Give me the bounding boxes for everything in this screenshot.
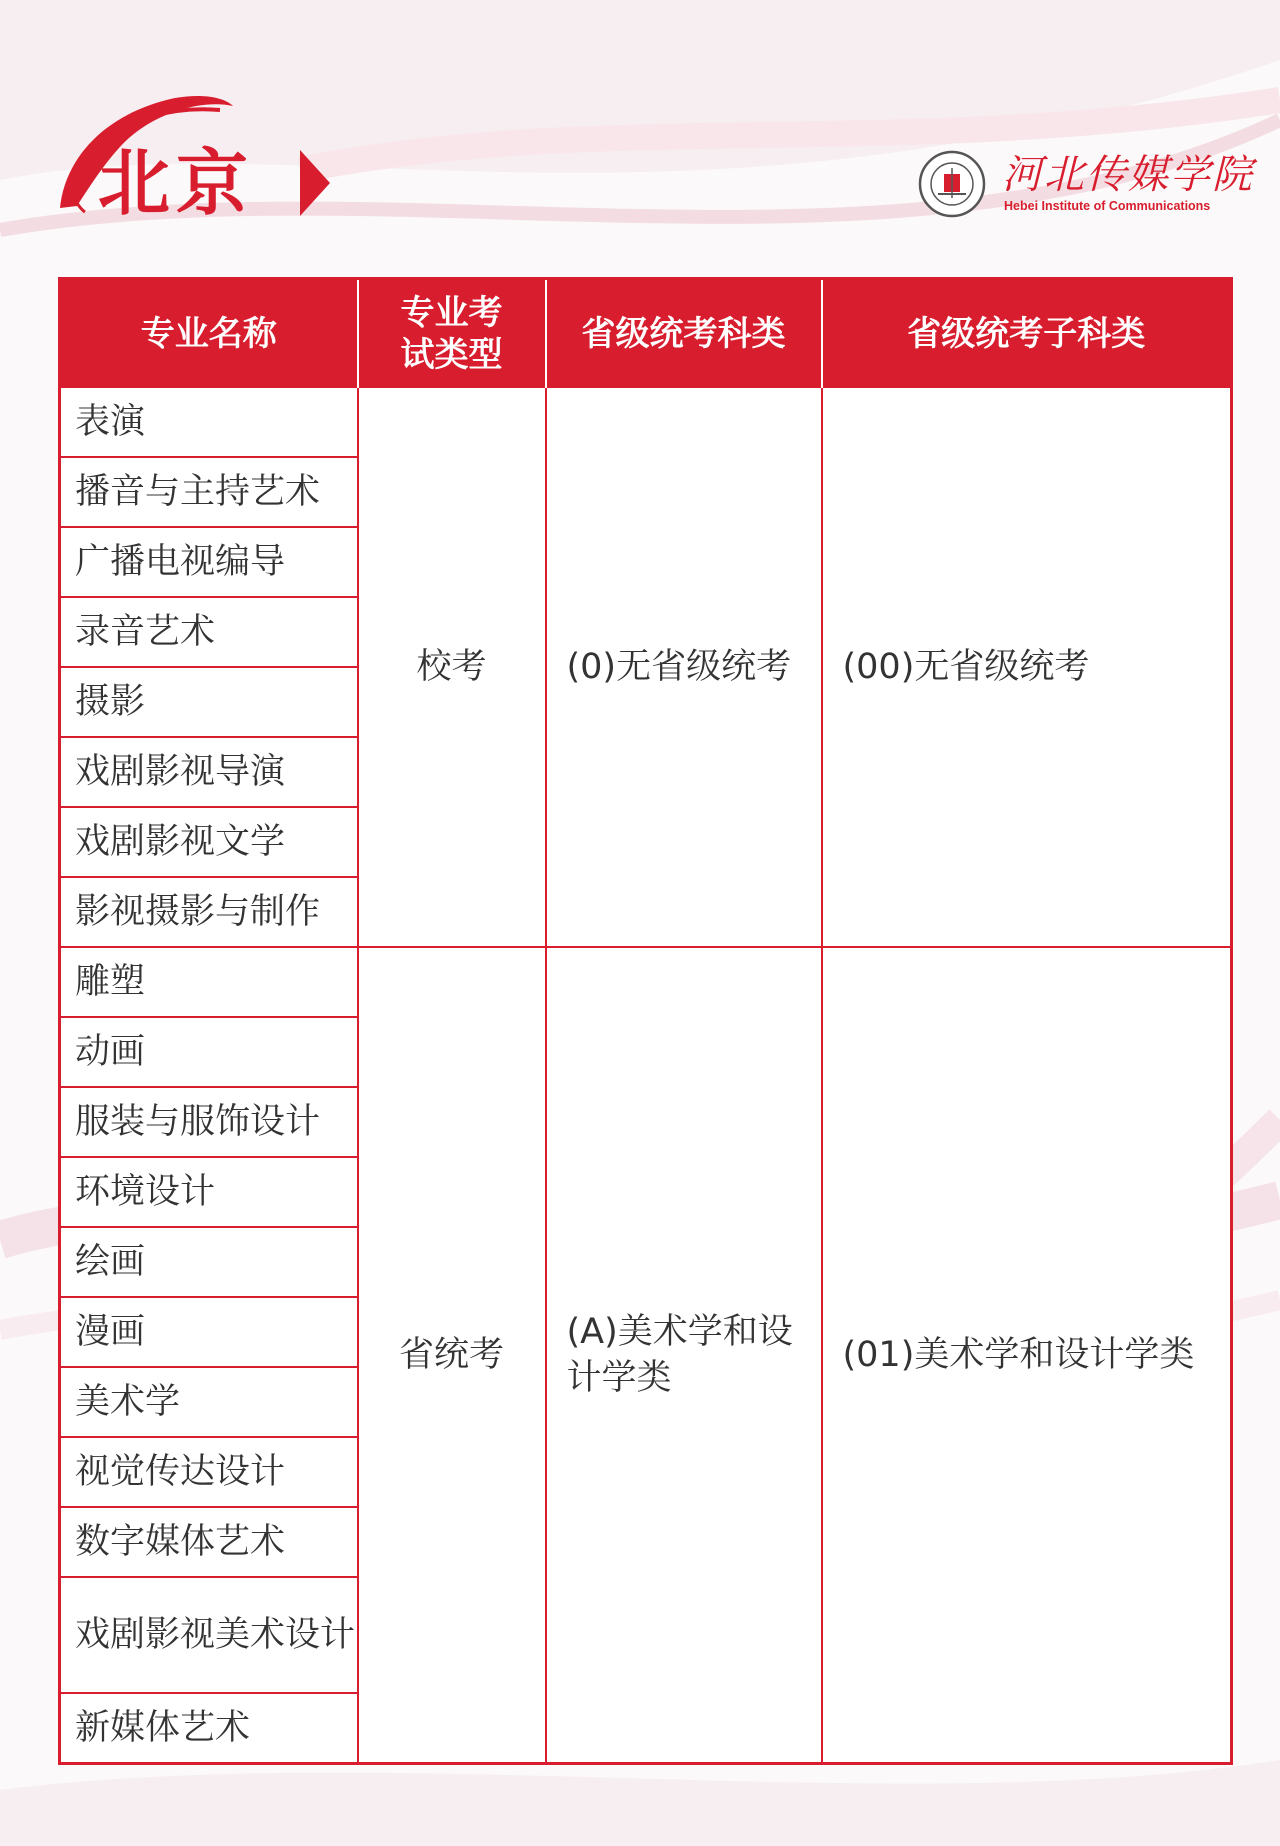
major-name: 戏剧影视美术设计 [60, 1577, 358, 1693]
major-name: 绘画 [60, 1227, 358, 1297]
exam-type-cell: 校考 [358, 388, 546, 947]
table-header-row [60, 279, 1232, 389]
school-name-english: Hebei Institute of Communications [1004, 199, 1211, 213]
column-header-exam-type-line2: 试类型 [400, 335, 503, 375]
column-header-major: 专业名称 [60, 279, 358, 389]
page-header [0, 0, 1280, 260]
major-name: 视觉传达设计 [60, 1437, 358, 1507]
school-seal-icon [918, 150, 986, 218]
arrow-right-icon [300, 150, 330, 216]
exam-type-cell: 省统考 [358, 947, 546, 1764]
major-name: 雕塑 [60, 947, 358, 1017]
column-header-subcategory: 省级统考子科类 [822, 279, 1232, 389]
school-name-chinese: 河北传媒学院 [1002, 152, 1254, 198]
major-name: 环境设计 [60, 1157, 358, 1227]
major-name: 播音与主持艺术 [60, 457, 358, 527]
major-name: 摄影 [60, 667, 358, 737]
subcategory-cell: (00)无省级统考 [822, 388, 1232, 947]
subcategory-cell: (01)美术学和设计学类 [822, 947, 1232, 1764]
major-name: 影视摄影与制作 [60, 877, 358, 947]
major-name: 戏剧影视文学 [60, 807, 358, 877]
majors-table [58, 277, 1233, 1765]
category-cell: (A)美术学和设计学类 [546, 947, 822, 1764]
major-name: 美术学 [60, 1367, 358, 1437]
column-header-exam-type [358, 279, 546, 389]
major-name: 广播电视编导 [60, 527, 358, 597]
major-name: 新媒体艺术 [75, 1708, 251, 1748]
major-name: 服装与服饰设计 [60, 1087, 358, 1157]
region-label: 北京 [98, 141, 255, 225]
column-header-exam-type-line1: 专业考 [400, 293, 503, 333]
column-header-category: 省级统考科类 [546, 279, 822, 389]
major-name: 戏剧影视导演 [60, 737, 358, 807]
table-row [60, 388, 1232, 457]
table-row [60, 947, 1232, 1017]
major-name: 录音艺术 [60, 597, 358, 667]
major-name: 漫画 [60, 1297, 358, 1367]
major-name: 数字媒体艺术 [60, 1507, 358, 1577]
category-cell: (0)无省级统考 [546, 388, 822, 947]
major-name: 动画 [60, 1017, 358, 1087]
major-name: 表演 [60, 388, 358, 457]
